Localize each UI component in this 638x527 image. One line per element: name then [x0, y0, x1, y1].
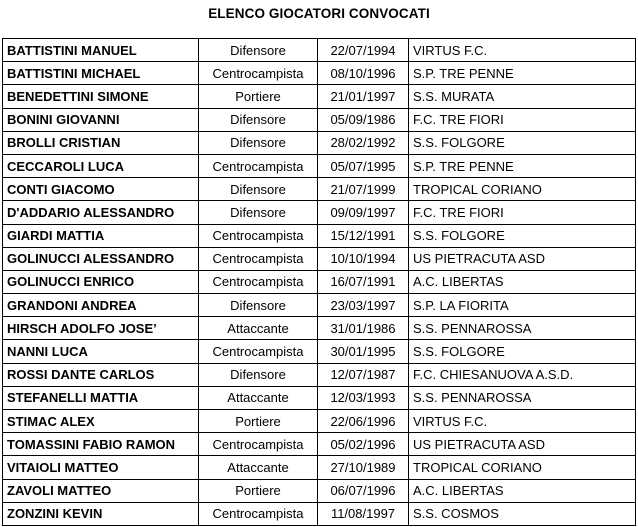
player-birth-date-cell: 05/07/1995: [318, 154, 409, 177]
player-role-cell: Difensore: [199, 294, 318, 317]
player-name-cell: VITAIOLI MATTEO: [3, 456, 199, 479]
player-name-cell: BATTISTINI MICHAEL: [3, 62, 199, 85]
player-birth-date-cell: 27/10/1989: [318, 456, 409, 479]
table-row: [3, 386, 636, 409]
player-club-cell: S.P. TRE PENNE: [409, 154, 636, 177]
player-name-cell: STIMAC ALEX: [3, 410, 199, 433]
table-row: [3, 363, 636, 386]
player-name-cell: GRANDONI ANDREA: [3, 294, 199, 317]
player-role-cell: Difensore: [199, 201, 318, 224]
player-birth-date-cell: 05/09/1986: [318, 108, 409, 131]
player-club-cell: S.S. FOLGORE: [409, 340, 636, 363]
player-birth-date-cell: 11/08/1997: [318, 502, 409, 525]
player-role-cell: Centrocampista: [199, 247, 318, 270]
player-birth-date-cell: 22/06/1996: [318, 410, 409, 433]
table-row: [3, 294, 636, 317]
player-role-cell: Portiere: [199, 479, 318, 502]
document-title: ELENCO GIOCATORI CONVOCATI: [208, 6, 430, 21]
player-role-cell: Attaccante: [199, 456, 318, 479]
player-role-cell: Centrocampista: [199, 224, 318, 247]
player-name-cell: CONTI GIACOMO: [3, 178, 199, 201]
player-club-cell: A.C. LIBERTAS: [409, 479, 636, 502]
table-row: [3, 270, 636, 293]
table-row: [3, 85, 636, 108]
player-birth-date-cell: 05/02/1996: [318, 433, 409, 456]
player-birth-date-cell: 30/01/1995: [318, 340, 409, 363]
player-role-cell: Centrocampista: [199, 340, 318, 363]
player-club-cell: A.C. LIBERTAS: [409, 270, 636, 293]
player-birth-date-cell: 16/07/1991: [318, 270, 409, 293]
table-row: [3, 433, 636, 456]
player-role-cell: Difensore: [199, 131, 318, 154]
player-birth-date-cell: 12/03/1993: [318, 386, 409, 409]
player-name-cell: STEFANELLI MATTIA: [3, 386, 199, 409]
player-birth-date-cell: 21/01/1997: [318, 85, 409, 108]
player-birth-date-cell: 10/10/1994: [318, 247, 409, 270]
player-name-cell: BATTISTINI MANUEL: [3, 39, 199, 62]
player-club-cell: US PIETRACUTA ASD: [409, 433, 636, 456]
player-birth-date-cell: 12/07/1987: [318, 363, 409, 386]
players-table-body: [3, 39, 636, 526]
player-club-cell: S.P. TRE PENNE: [409, 62, 636, 85]
player-club-cell: VIRTUS F.C.: [409, 39, 636, 62]
player-birth-date-cell: 08/10/1996: [318, 62, 409, 85]
player-club-cell: F.C. TRE FIORI: [409, 201, 636, 224]
table-row: [3, 39, 636, 62]
player-role-cell: Difensore: [199, 178, 318, 201]
player-name-cell: ROSSI DANTE CARLOS: [3, 363, 199, 386]
player-name-cell: TOMASSINI FABIO RAMON: [3, 433, 199, 456]
player-birth-date-cell: 15/12/1991: [318, 224, 409, 247]
player-club-cell: S.S. PENNAROSSA: [409, 386, 636, 409]
player-club-cell: S.S. PENNAROSSA: [409, 317, 636, 340]
player-role-cell: Centrocampista: [199, 62, 318, 85]
player-role-cell: Difensore: [199, 363, 318, 386]
player-club-cell: US PIETRACUTA ASD: [409, 247, 636, 270]
player-name-cell: GOLINUCCI ENRICO: [3, 270, 199, 293]
player-birth-date-cell: 06/07/1996: [318, 479, 409, 502]
player-role-cell: Centrocampista: [199, 502, 318, 525]
player-role-cell: Centrocampista: [199, 270, 318, 293]
player-role-cell: Attaccante: [199, 386, 318, 409]
player-name-cell: BENEDETTINI SIMONE: [3, 85, 199, 108]
player-name-cell: BROLLI CRISTIAN: [3, 131, 199, 154]
table-row: [3, 201, 636, 224]
table-row: [3, 479, 636, 502]
player-birth-date-cell: 28/02/1992: [318, 131, 409, 154]
player-club-cell: F.C. TRE FIORI: [409, 108, 636, 131]
table-row: [3, 178, 636, 201]
player-club-cell: S.S. FOLGORE: [409, 131, 636, 154]
table-row: [3, 131, 636, 154]
player-club-cell: TROPICAL CORIANO: [409, 456, 636, 479]
player-club-cell: S.P. LA FIORITA: [409, 294, 636, 317]
player-birth-date-cell: 21/07/1999: [318, 178, 409, 201]
player-role-cell: Portiere: [199, 85, 318, 108]
player-name-cell: GOLINUCCI ALESSANDRO: [3, 247, 199, 270]
player-club-cell: F.C. CHIESANUOVA A.S.D.: [409, 363, 636, 386]
player-birth-date-cell: 31/01/1986: [318, 317, 409, 340]
player-club-cell: VIRTUS F.C.: [409, 410, 636, 433]
player-role-cell: Difensore: [199, 39, 318, 62]
player-birth-date-cell: 23/03/1997: [318, 294, 409, 317]
player-role-cell: Portiere: [199, 410, 318, 433]
player-role-cell: Centrocampista: [199, 154, 318, 177]
table-row: [3, 410, 636, 433]
player-name-cell: ZAVOLI MATTEO: [3, 479, 199, 502]
player-name-cell: HIRSCH ADOLFO JOSE’: [3, 317, 199, 340]
player-name-cell: NANNI LUCA: [3, 340, 199, 363]
player-name-cell: ZONZINI KEVIN: [3, 502, 199, 525]
player-club-cell: TROPICAL CORIANO: [409, 178, 636, 201]
player-birth-date-cell: 22/07/1994: [318, 39, 409, 62]
player-role-cell: Difensore: [199, 108, 318, 131]
player-name-cell: BONINI GIOVANNI: [3, 108, 199, 131]
table-row: [3, 247, 636, 270]
player-role-cell: Centrocampista: [199, 433, 318, 456]
table-row: [3, 108, 636, 131]
table-row: [3, 224, 636, 247]
player-name-cell: CECCAROLI LUCA: [3, 154, 199, 177]
player-club-cell: S.S. FOLGORE: [409, 224, 636, 247]
table-row: [3, 62, 636, 85]
player-birth-date-cell: 09/09/1997: [318, 201, 409, 224]
player-role-cell: Attaccante: [199, 317, 318, 340]
table-row: [3, 154, 636, 177]
player-name-cell: D'ADDARIO ALESSANDRO: [3, 201, 199, 224]
table-row: [3, 317, 636, 340]
player-name-cell: GIARDI MATTIA: [3, 224, 199, 247]
player-club-cell: S.S. MURATA: [409, 85, 636, 108]
table-row: [3, 502, 636, 525]
players-table: [2, 38, 636, 526]
table-row: [3, 340, 636, 363]
player-club-cell: S.S. COSMOS: [409, 502, 636, 525]
table-row: [3, 456, 636, 479]
